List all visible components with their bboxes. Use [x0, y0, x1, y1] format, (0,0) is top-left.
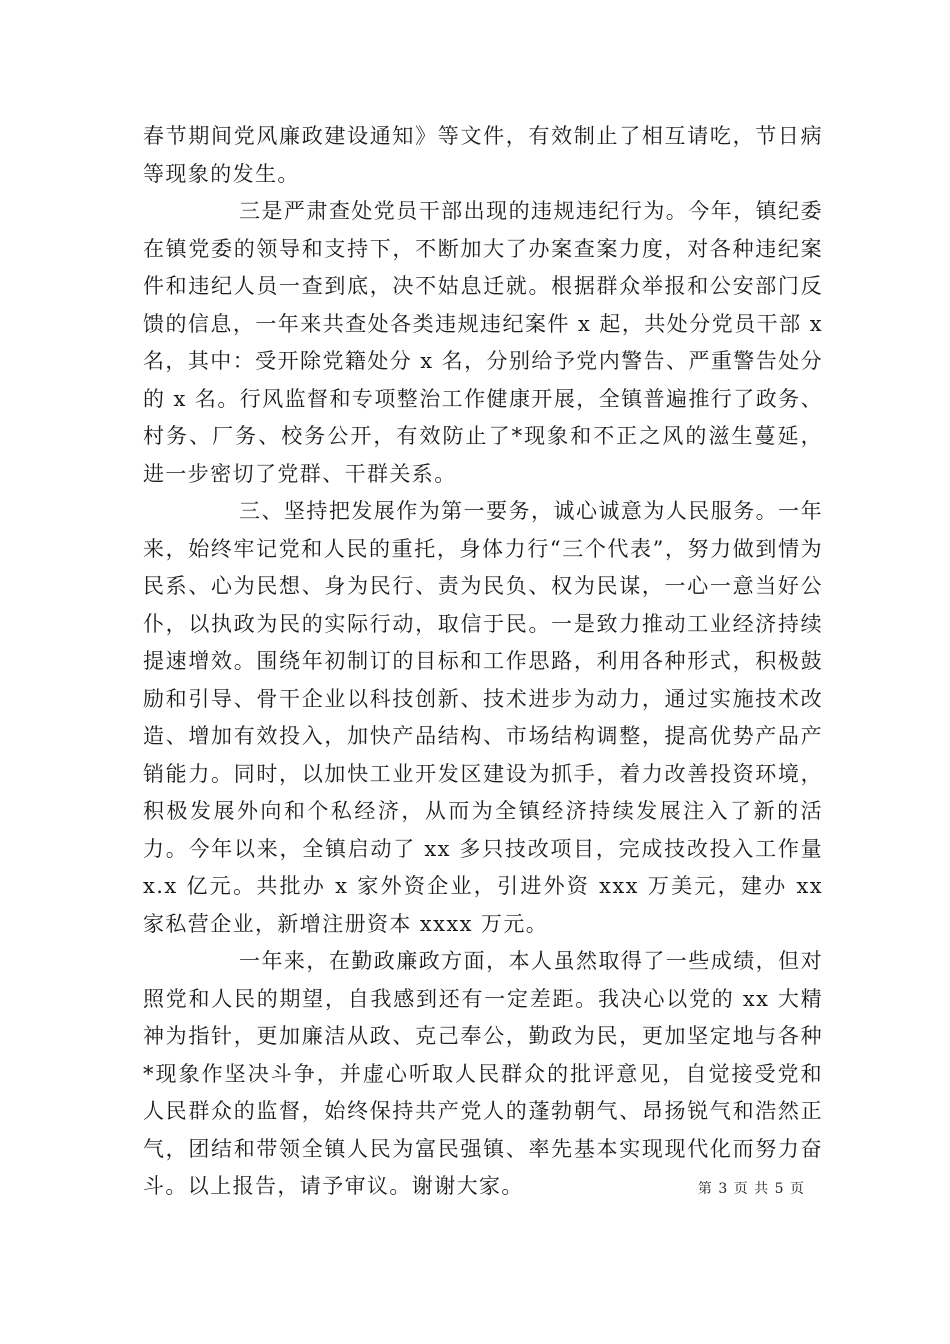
- paragraph-conclusion: 一年来，在勤政廉政方面，本人虽然取得了一些成绩，但对照党和人民的期望，自我感到还有一定差距。我决心以党的 xx 大精神为指针，更加廉洁从政、克己奉公，勤政为民，更加坚定地与各种*现象作坚决斗争，并虚心听取人民群众的批评意见，自觉接受党和人民群众的监督，始终保持共产党人的蓬勃朝气、昂扬锐气和浩然正气，团结和带领全镇人民为富民强镇、率先基本实现现代化而努力奋斗。以上报告，请予审议。谢谢大家。: [143, 949, 823, 1198]
- paragraph-discipline-violations: 三是严肃查处党员干部出现的违规违纪行为。今年，镇纪委在镇党委的领导和支持下，不断加大了办案查案力度，对各种违纪案件和违纪人员一查到底，决不姑息迁就。根据群众举报和公安部门反馈的信息，一年来共查处各类违规违纪案件 x 起，共处分党员干部 x 名，其中：受开除党籍处分 x 名，分别给予党内警告、严重警告处分的 x 名。行风监督和专项整治工作健康开展，全镇普遍推行了政务、村务、厂务、校务公开，有效防止了*现象和不正之风的滋生蔓延，进一步密切了党群、干群关系。: [143, 199, 823, 486]
- paragraph-continuation: 春节期间党风廉政建设通知》等文件，有效制止了相互请吃，节日病等现象的发生。: [143, 124, 823, 186]
- document-body: [143, 118, 823, 1206]
- paragraph-development-priority: 三、坚持把发展作为第一要务，诚心诚意为人民服务。一年来，始终牢记党和人民的重托，身体力行“三个代表”，努力做到情为民系、心为民想、身为民行、责为民负、权为民谋，一心一意当好公仆，以执政为民的实际行动，取信于民。一是致力推动工业经济持续提速增效。围绕年初制订的目标和工作思路，利用各种形式，积极鼓励和引导、骨干企业以科技创新、技术进步为动力，通过实施技术改造、增加有效投入，加快产品结构、市场结构调整，提高优势产品产销能力。同时，以加快工业开发区建设为抓手，着力改善投资环境，积极发展外向和个私经济，从而为全镇经济持续发展注入了新的活力。今年以来，全镇启动了 xx 多只技改项目，完成技改投入工作量 x.x 亿元。共批办 x 家外资企业，引进外资 xxx 万美元，建办 xx 家私营企业，新增注册资本 xxxx 万元。: [143, 499, 823, 936]
- page-number-footer: 第 3 页 共 5 页: [697, 1181, 805, 1197]
